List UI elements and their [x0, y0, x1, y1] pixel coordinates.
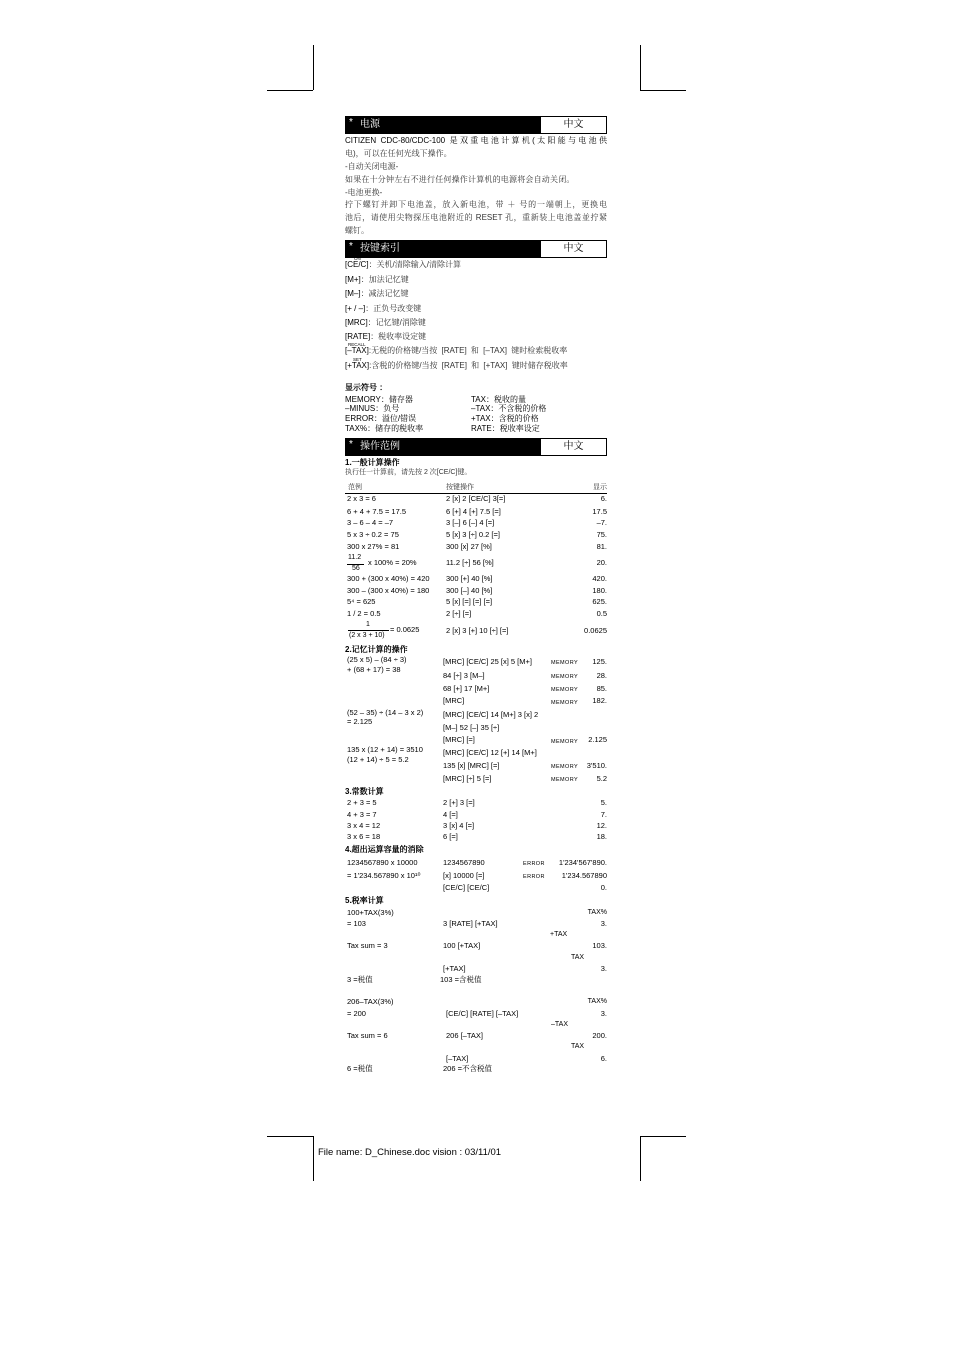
key-sequence: 68 [+] 17 [M+] — [443, 684, 490, 693]
display-value: 20. — [596, 558, 607, 567]
example-expression: 300 – (300 x 40%) = 180 — [347, 586, 430, 595]
tax-rate-indicator: TAX% — [587, 998, 607, 1005]
example-expression: 135 x (12 + 14) = 3510 — [347, 745, 423, 754]
key-sequence: [MRC] [÷] 5 [=] — [443, 774, 492, 783]
display-value: 81. — [596, 542, 607, 551]
key-superscript: ON — [354, 256, 361, 261]
key-name: [CE/C] — [345, 260, 369, 269]
example-expression: 3 x 4 = 12 — [347, 821, 381, 830]
display-symbol: TAX%：储存的税收率 — [345, 424, 424, 433]
crop-mark-top-right-horizontal — [640, 90, 686, 91]
language-label: 中文 — [540, 116, 607, 134]
key-sequence: [MRC] [=] — [443, 735, 475, 744]
key-sequence: 206 [–TAX] — [446, 1031, 483, 1040]
subsection-heading: 3.常数计算 — [345, 787, 384, 796]
display-value: 625. — [592, 597, 607, 606]
example-expression: = 1'234.567890 x 10¹⁰ — [347, 871, 421, 880]
key-index-item — [345, 332, 426, 342]
display-value: 7. — [600, 810, 607, 819]
key-name: [M+] — [345, 275, 361, 284]
language-label: 中文 — [540, 438, 607, 456]
key-sequence: [MRC] [CE/C] 14 [M+] 3 [x] 2 — [443, 710, 539, 719]
key-description: ：关机/清除输入/清除计算 — [368, 260, 462, 269]
crop-mark-top-right-vertical — [640, 45, 641, 90]
memory-indicator: MEMORY — [551, 674, 579, 680]
power-text-line: 如果在十分钟左右不进行任何操作计算机的电源将会自动关闭。 — [345, 175, 575, 184]
crop-mark-top-left-vertical — [313, 45, 314, 90]
key-sequence: [+TAX] — [443, 964, 466, 973]
display-value: 17.5 — [592, 507, 607, 516]
example-expression: Tax sum = 6 — [347, 1031, 388, 1040]
key-description: ：减法记忆键 — [360, 289, 409, 298]
display-value: 12. — [596, 821, 607, 830]
display-value: 3. — [600, 964, 607, 973]
key-sequence: 84 [÷] 3 [M–] — [443, 671, 485, 680]
display-value: 125. — [592, 657, 607, 666]
display-value: 180. — [592, 586, 607, 595]
crop-mark-top-left-horizontal — [267, 90, 313, 91]
power-text-line: 池后，请使用尖物探压电池附近的 RESET 孔，重新装上电池盖並拧紧 — [345, 213, 607, 222]
subsection-heading: 1.一般计算操作 — [345, 458, 400, 467]
display-value: 0.0625 — [584, 626, 607, 635]
key-sequence: 4 [=] — [443, 810, 458, 819]
tax-result-note: 3 =税值 — [347, 975, 373, 984]
example-expression: = 103 — [347, 919, 366, 928]
key-superscript: RECALL — [348, 342, 366, 347]
display-value: 28. — [596, 671, 607, 680]
section-marker: * — [349, 439, 353, 450]
key-sequence: [M–] 52 [–] 35 [÷] — [443, 723, 500, 732]
tax-indicator: +TAX — [550, 931, 568, 938]
language-label: 中文 — [540, 240, 607, 258]
tax-result-note: 103 =含税值 — [440, 975, 482, 984]
key-sequence: 3 [RATE] [+TAX] — [443, 919, 498, 928]
power-text-line: 拧下螺钉并卸下电池盖，放入新电池，带 ＋ 号的一端朝上，更换电 — [345, 200, 607, 209]
display-value: 2.125 — [588, 735, 607, 744]
tax-indicator: TAX — [571, 954, 585, 961]
fraction-numerator: 11.2 — [348, 554, 362, 561]
tax-result-note: 206 =不含税值 — [443, 1064, 492, 1073]
tax-indicator: TAX — [571, 1043, 585, 1050]
column-header-display: 显示 — [593, 484, 607, 491]
display-value: 200. — [592, 1031, 607, 1040]
example-expression: 6 + 4 + 7.5 = 17.5 — [347, 507, 407, 516]
display-value: 6. — [600, 1054, 607, 1063]
example-expression: 4 + 3 = 7 — [347, 810, 377, 819]
key-description: ：加法记忆键 — [360, 275, 409, 284]
key-index-item — [345, 346, 567, 356]
fraction-denominator: 56 — [352, 565, 360, 572]
error-indicator: ERROR — [523, 861, 545, 867]
key-sequence: 11.2 [÷] 56 [%] — [446, 558, 494, 567]
memory-indicator: MEMORY — [551, 700, 579, 706]
key-superscript: SET — [353, 357, 362, 362]
section-header-examples — [345, 438, 607, 456]
tax-example-title: 206–TAX(3%) — [347, 997, 394, 1006]
key-sequence: [MRC] — [443, 696, 465, 705]
key-sequence: 6 [=] — [443, 832, 458, 841]
key-index-item — [345, 361, 568, 371]
key-sequence: 3 [–] 6 [–] 4 [=] — [446, 518, 495, 527]
key-sequence: 100 [+TAX] — [443, 941, 481, 950]
key-sequence: [MRC] [CE/C] 12 [+] 14 [M+] — [443, 748, 537, 757]
example-expression: = 200 — [347, 1009, 366, 1018]
key-sequence: [–TAX] — [446, 1054, 469, 1063]
section-header-bar — [345, 116, 540, 134]
subsection-heading: 5.税率计算 — [345, 896, 384, 905]
fraction-numerator: 1 — [366, 621, 370, 628]
example-expression: 1 / 2 = 0.5 — [347, 609, 381, 618]
display-value: 0. — [600, 883, 607, 892]
key-sequence: 2 [÷] [=] — [446, 609, 472, 618]
display-value: 5.2 — [596, 774, 607, 783]
example-expression: 2 x 3 = 6 — [347, 494, 376, 503]
key-sequence: [CE/C] [RATE] [–TAX] — [446, 1009, 519, 1018]
example-expression: 5⁴ = 625 — [347, 597, 376, 606]
key-description: :无税的价格键/当按 [RATE] 和 [–TAX] 键时检索税收率 — [368, 346, 568, 355]
display-value: 1'234.567890 — [561, 871, 607, 880]
key-name: [M–] — [345, 289, 361, 298]
key-sequence: 5 [x] [=] [=] [=] — [446, 597, 493, 606]
section-header-bar — [345, 240, 540, 258]
key-name: [RATE] — [345, 332, 371, 341]
key-sequence: 2 [+] 3 [=] — [443, 798, 475, 807]
key-sequence: 1234567890 — [443, 858, 485, 867]
section-title: 电源 — [360, 119, 380, 130]
key-index-item — [345, 304, 421, 314]
display-value: 3'510. — [586, 761, 607, 770]
display-value: 5. — [600, 798, 607, 807]
power-subtitle: -自动关闭电源- — [345, 162, 399, 171]
key-sequence: 6 [+] 4 [+] 7.5 [=] — [446, 507, 501, 516]
column-header-example: 范例 — [348, 484, 362, 491]
tax-result-note: 6 =税值 — [347, 1064, 373, 1073]
power-text-line: CITIZEN CDC-80/CDC-100 是双重电池计算机(太阳能与电池供 — [345, 136, 607, 145]
example-expression: 300 + (300 x 40%) = 420 — [347, 574, 430, 583]
crop-mark-bottom-right-horizontal — [640, 1136, 686, 1137]
key-sequence: 300 [x] 27 [%] — [446, 542, 492, 551]
section-header-bar — [345, 438, 540, 456]
example-expression: 3 – 6 – 4 = –7 — [347, 518, 394, 527]
key-sequence: 135 [x] [MRC] [=] — [443, 761, 500, 770]
key-index-item — [345, 318, 426, 328]
memory-indicator: MEMORY — [551, 687, 579, 693]
crop-mark-bottom-right-vertical — [640, 1136, 641, 1181]
error-indicator: ERROR — [523, 874, 545, 880]
memory-indicator: MEMORY — [551, 739, 579, 745]
key-name: [MRC] — [345, 318, 368, 327]
display-value: 3. — [600, 919, 607, 928]
key-description: :含税的价格键/当按 [RATE] 和 [+TAX] 键时储存税收率 — [369, 361, 568, 370]
display-symbol: –MINUS：负号 — [345, 404, 400, 413]
display-value: 3. — [600, 1009, 607, 1018]
key-sequence: 5 [x] 3 [÷] 0.2 [=] — [446, 530, 500, 539]
example-expression: 2 + 3 = 5 — [347, 798, 377, 807]
key-sequence: 2 [x] 2 [CE/C] 3[=] — [446, 494, 506, 503]
key-description: ：记忆键/消除键 — [367, 318, 426, 327]
display-value: 420. — [592, 574, 607, 583]
display-value: 6. — [600, 494, 607, 503]
display-symbol: ERROR：溢位/错误 — [345, 414, 417, 423]
example-expression: 3 x 6 = 18 — [347, 832, 381, 841]
power-text-line: 电)，可以在任何光线下操作。 — [345, 149, 452, 158]
display-value: 103. — [592, 941, 607, 950]
display-value: 85. — [596, 684, 607, 693]
key-name: [+ / –] — [345, 304, 366, 313]
key-sequence: [CE/C] [CE/C] — [443, 883, 490, 892]
subsection-heading: 4.超出运算容量的消除 — [345, 845, 424, 854]
fraction-denominator: (2 x 3 + 10) — [349, 632, 385, 639]
key-sequence: [MRC] [CE/C] 25 [x] 5 [M+] — [443, 657, 532, 666]
section-title: 操作范例 — [360, 441, 400, 452]
key-name: [+TAX] — [345, 361, 370, 370]
key-sequence: [x] 10000 [=] — [443, 871, 485, 880]
key-index-item — [345, 260, 461, 270]
display-symbol: TAX：税收的量 — [471, 395, 526, 404]
memory-indicator: MEMORY — [551, 764, 579, 770]
section-header-power — [345, 116, 607, 134]
key-sequence: 300 [–] 40 [%] — [446, 586, 493, 595]
power-subtitle: -电池更换- — [345, 188, 383, 197]
key-index-item — [345, 289, 409, 299]
example-expression: x 100% = 20% — [368, 558, 417, 567]
example-expression: + (68 + 17) = 38 — [347, 665, 401, 674]
section-marker: * — [349, 241, 353, 252]
tax-example-title: 100+TAX(3%) — [347, 908, 394, 917]
column-header-keys: 按键操作 — [446, 484, 474, 491]
display-symbol: MEMORY：储存器 — [345, 395, 413, 404]
memory-indicator: MEMORY — [551, 660, 579, 666]
key-sequence: 3 [x] 4 [=] — [443, 821, 475, 830]
tax-indicator: –TAX — [551, 1021, 568, 1028]
display-symbol: –TAX：不含税的价格 — [471, 404, 547, 413]
display-value: 75. — [596, 530, 607, 539]
file-name-footer: File name: D_Chinese.doc vision : 03/11/01 — [318, 1147, 502, 1158]
display-symbols-title: 显示符号 ： — [345, 383, 388, 392]
example-expression: (52 – 35) ÷ (14 – 3 x 2) — [347, 708, 424, 717]
example-expression: 300 x 27% = 81 — [347, 542, 400, 551]
crop-mark-bottom-left-vertical — [313, 1136, 314, 1181]
crop-mark-bottom-left-horizontal — [267, 1136, 313, 1137]
key-index-item — [345, 275, 409, 285]
tax-rate-indicator: TAX% — [587, 909, 607, 916]
key-description: ：正负号改变键 — [365, 304, 422, 313]
display-value: 18. — [596, 832, 607, 841]
section-title: 按键索引 — [360, 243, 400, 254]
example-expression: = 0.0625 — [390, 625, 420, 634]
section-marker: * — [349, 117, 353, 128]
display-value: 0.5 — [596, 609, 607, 618]
subsection-heading: 2.记忆计算的操作 — [345, 645, 408, 654]
power-text-line: 螺钉。 — [345, 226, 369, 235]
display-value: 1'234'567'890. — [558, 858, 607, 867]
display-value: 182. — [592, 696, 607, 705]
memory-indicator: MEMORY — [551, 777, 579, 783]
example-expression: 5 x 3 ÷ 0.2 = 75 — [347, 530, 399, 539]
display-symbol: +TAX：含税的价格 — [471, 414, 539, 423]
example-expression: (25 x 5) – (84 ÷ 3) — [347, 655, 407, 664]
example-expression: = 2.125 — [347, 717, 373, 726]
key-sequence: 300 [+] 40 [%] — [446, 574, 493, 583]
example-expression: Tax sum = 3 — [347, 941, 388, 950]
key-sequence: 2 [x] 3 [+] 10 [÷] [=] — [446, 626, 509, 635]
key-name: [–TAX] — [345, 346, 369, 355]
key-description: ：税收率设定键 — [370, 332, 427, 341]
example-expression: (12 + 14) ÷ 5 = 5.2 — [347, 755, 409, 764]
subsection-note: 执行任一计算前，请先按 2 次[CE/C]键。 — [345, 469, 472, 476]
display-value: –7. — [596, 518, 607, 527]
section-header-keys — [345, 240, 607, 258]
example-expression: 1234567890 x 10000 — [347, 858, 418, 867]
display-symbol: RATE：税收率设定 — [471, 424, 540, 433]
